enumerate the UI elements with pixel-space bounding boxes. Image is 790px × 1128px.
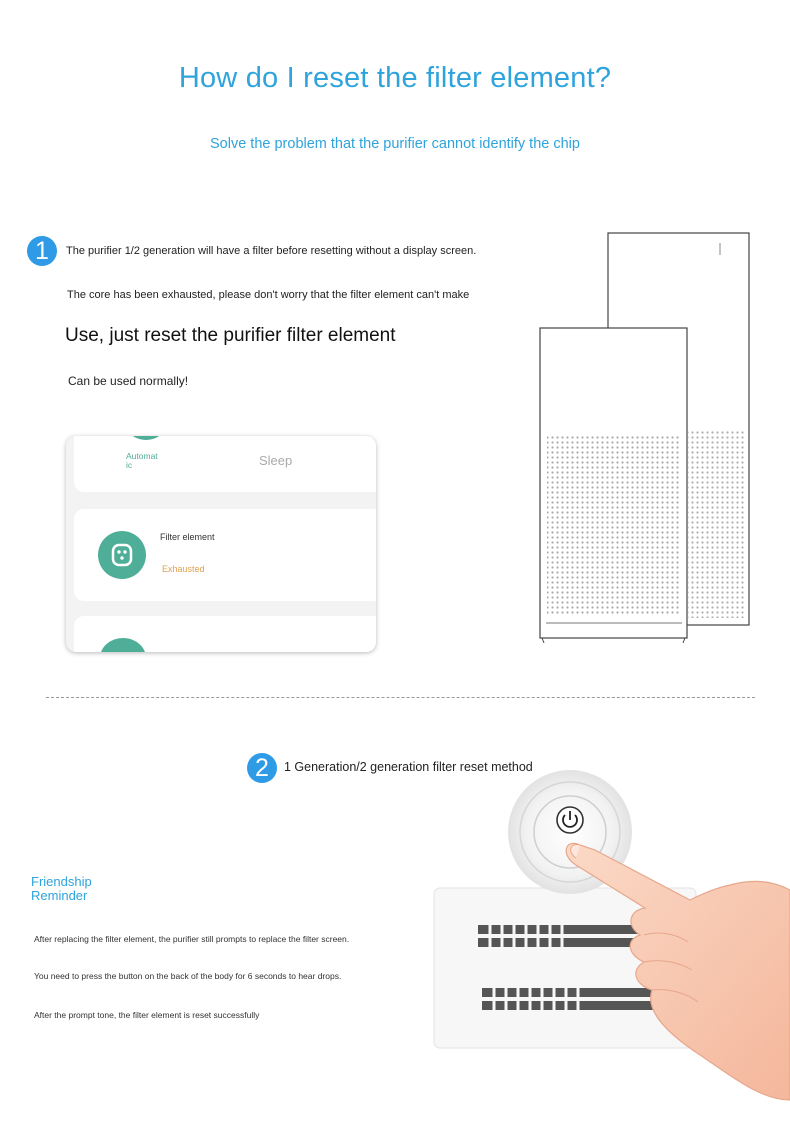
step-2-badge: 2 [247,753,277,783]
auto-mode-label: Automat ic [126,451,158,470]
page-title: How do I reset the filter element? [178,62,612,94]
filter-element-label: Filter element [160,532,215,542]
reminder-title: Friendship Reminder [31,874,92,903]
step-2-heading: 1 Generation/2 generation filter reset method [284,760,533,774]
next-tile [74,616,376,652]
step-1-badge: 1 [27,236,57,266]
sleep-mode-label: Sleep [259,453,293,468]
reminder-line-2: You need to press the button on the back of the body for 6 seconds to hear drops. [34,971,342,981]
step-1-line-3: Use, just reset the purifier filter element [65,325,396,346]
reset-button-illustration [430,770,790,1110]
step-1-line-4: Can be used normally! [68,374,189,388]
filter-status: Exhausted [162,564,205,574]
next-tile-icon [100,638,146,652]
reminder-line-3: After the prompt tone, the filter element is reset successfully [34,1010,260,1020]
auto-mode-icon [126,436,166,440]
filter-tile [74,509,376,601]
step-1-line-1: The purifier 1/2 generation will have a filter before resetting without a display screen. [66,245,477,257]
air-purifier-illustration [530,225,760,655]
page-subtitle: Solve the problem that the purifier cannot identify the chip [210,136,580,152]
section-divider [46,697,755,698]
step-1-line-2: The core has been exhausted, please don't worry that the filter element can't make [67,289,470,301]
filter-face-icon [98,531,146,579]
app-screenshot-card [66,436,376,652]
reminder-line-1: After replacing the filter element, the purifier still prompts to replace the filter screen. [34,934,350,944]
mode-tile [74,436,376,492]
